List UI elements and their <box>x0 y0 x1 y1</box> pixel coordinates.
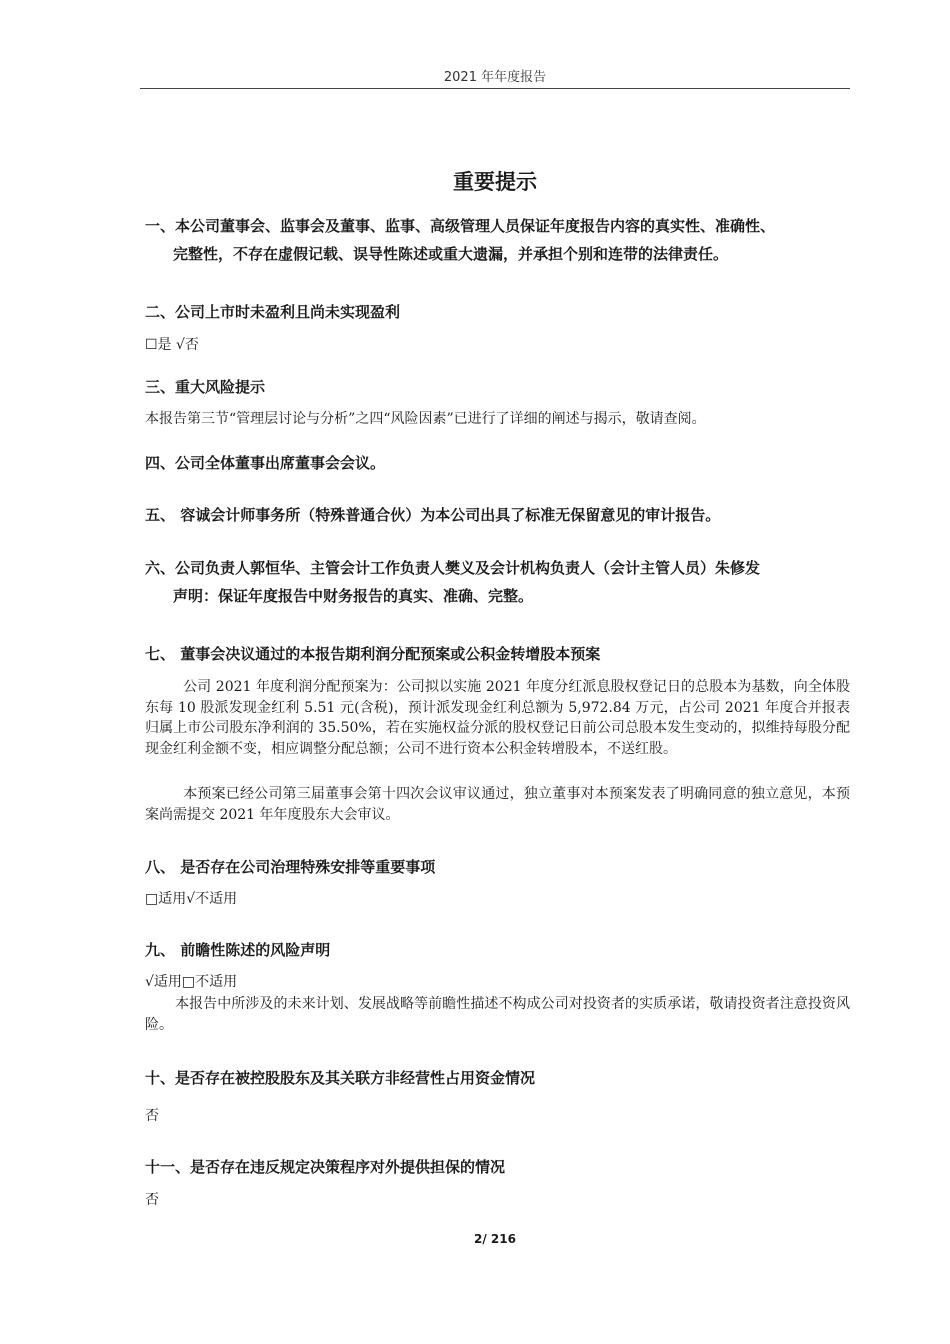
section-10-answer: 否 <box>145 1108 159 1124</box>
section-7-paragraph-2-text: 本预案已经公司第三届董事会第十四次会议审议通过，独立董事对本预案发表了明确同意的独立意见，本预案尚需提交 2021 年年度股东大会审议。 <box>145 786 850 823</box>
running-header: 2021 年年度报告 <box>443 70 547 85</box>
section-5-heading: 五、 容诚会计师事务所（特殊普通合伙）为本公司出具了标准无保留意见的审计报告。 <box>145 506 721 524</box>
section-7-paragraph-1 <box>145 677 850 759</box>
section-11-heading: 十一、是否存在违反规定决策程序对外提供担保的情况 <box>145 1158 506 1176</box>
section-3-heading: 三、重大风险提示 <box>145 378 266 396</box>
section-1-line-2: 完整性，不存在虚假记载、误导性陈述或重大遗漏，并承担个别和连带的法律责任。 <box>173 245 729 263</box>
section-7-paragraph-1-text: 公司 2021 年度利润分配预案为：公司拟以实施 2021 年度分红派息股权登记日的总股本为基数，向全体股东每 10 股派发现金红利 5.51 元(含税)，预计派发现金红利总额为 5,972.84 万元，占公司 2021 年度合并报表归属上市公司股东净利润的 35.50%，若在实施权益分派的股权登记日前公司总股本发生变动的，拟维持每股分配现金红利金额不变，相应调整分配总额；公司不进行资本公积金转增股本，不送红股。 <box>145 679 850 757</box>
section-1-line-1: 一、本公司董事会、监事会及董事、监事、高级管理人员保证年度报告内容的真实性、准确性、 <box>145 217 776 235</box>
section-6-line-2: 声明：保证年度报告中财务报告的真实、准确、完整。 <box>173 587 534 605</box>
section-7-paragraph-2 <box>145 784 850 825</box>
page-title: 重要提示 <box>453 170 537 194</box>
section-10-heading: 十、是否存在被控股股东及其关联方非经营性占用资金情况 <box>145 1069 536 1087</box>
section-4-heading: 四、公司全体董事出席董事会会议。 <box>145 454 386 472</box>
section-9-heading: 九、 前瞻性陈述的风险声明 <box>145 941 331 959</box>
section-6 <box>145 554 865 610</box>
section-8-answer: □适用√不适用 <box>145 891 238 907</box>
section-2-heading: 二、公司上市时未盈利且尚未实现盈利 <box>145 303 401 321</box>
section-9-paragraph-text: 本报告中所涉及的未来计划、发展战略等前瞻性描述不构成公司对投资者的实质承诺，敬请投资者注意投资风险。 <box>145 996 850 1033</box>
page-number: 2/ 216 <box>474 1232 516 1246</box>
section-9-paragraph <box>145 994 850 1035</box>
section-9-answer: √适用□不适用 <box>145 974 238 990</box>
section-1 <box>145 212 865 268</box>
section-7-heading: 七、 董事会决议通过的本报告期利润分配预案或公积金转增股本预案 <box>145 645 601 663</box>
section-6-line-1: 六、公司负责人郭恒华、主管会计工作负责人樊义及会计机构负责人（会计主管人员）朱修发 <box>145 559 761 577</box>
section-2-answer: ☐是 √否 <box>145 337 199 353</box>
section-11-answer: 否 <box>145 1192 159 1208</box>
section-8-heading: 八、 是否存在公司治理特殊安排等重要事项 <box>145 858 436 876</box>
section-3-text: 本报告第三节“管理层讨论与分析”之四“风险因素”已进行了详细的阐述与揭示，敬请查阅。 <box>145 411 706 427</box>
header-divider <box>140 88 850 89</box>
